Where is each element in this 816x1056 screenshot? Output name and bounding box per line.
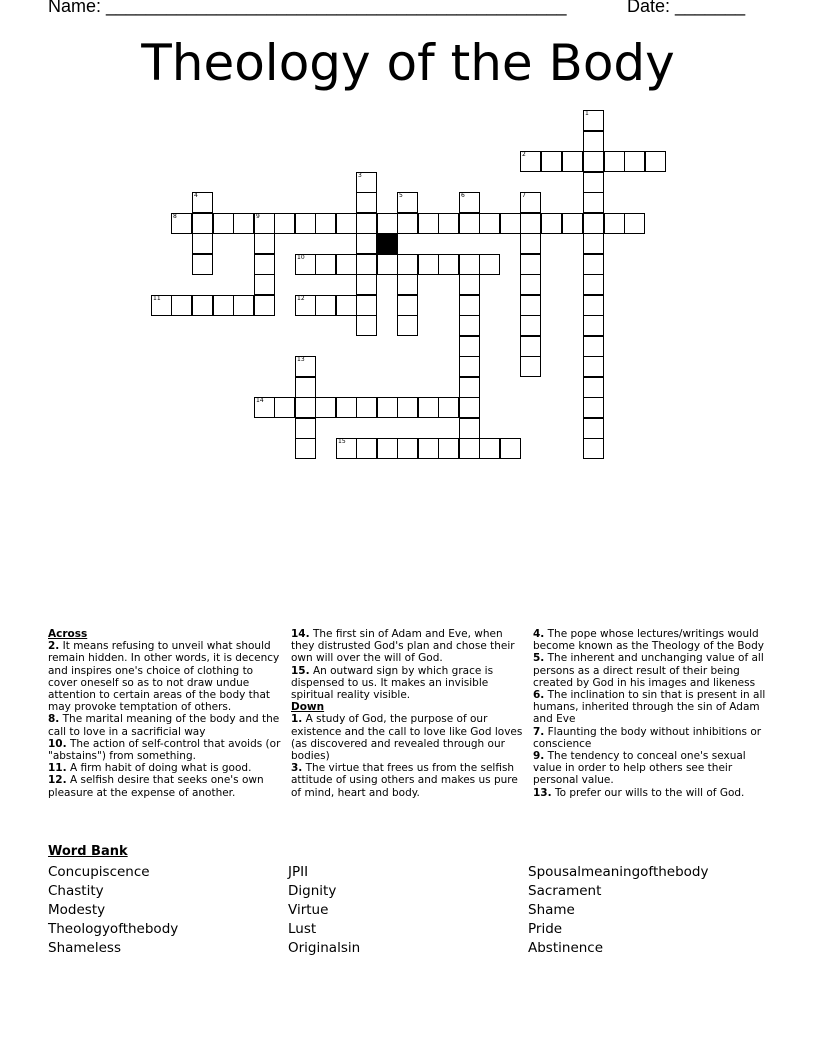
crossword-cell[interactable] [336, 213, 357, 234]
crossword-cell[interactable] [520, 356, 541, 377]
crossword-cell[interactable] [459, 418, 480, 439]
crossword-cell[interactable] [397, 397, 418, 418]
crossword-cell[interactable] [315, 295, 336, 316]
crossword-cell[interactable] [604, 213, 625, 234]
crossword-cell[interactable] [274, 213, 295, 234]
crossword-cell[interactable] [438, 397, 459, 418]
word-bank-item: Chastity [48, 883, 104, 899]
clue-down-13: 13. To prefer our wills to the will of God. [533, 786, 745, 799]
crossword-cell[interactable] [583, 397, 604, 418]
crossword-cell[interactable] [377, 397, 398, 418]
crossword-cell[interactable] [520, 213, 541, 234]
crossword-cell[interactable] [336, 397, 357, 418]
crossword-cell[interactable] [459, 336, 480, 357]
crossword-cell[interactable] [233, 295, 254, 316]
clue-number: 8 [173, 213, 177, 220]
word-bank-item: Dignity [288, 883, 337, 899]
clue-across-10: 10. The action of self-control that avoids (or "abstains") from something. [48, 737, 281, 763]
crossword-cell[interactable] [377, 254, 398, 275]
crossword-cell-6[interactable] [459, 192, 480, 213]
black-cell [377, 233, 398, 254]
crossword-cell[interactable] [418, 397, 439, 418]
clue-down-6: 6. The inclination to sin that is present in all humans, inherited through the sin of Adam and Eve [533, 689, 766, 726]
crossword-cell[interactable] [479, 438, 500, 459]
word-bank-item: JPII [288, 864, 309, 880]
crossword-cell-10[interactable] [295, 254, 316, 275]
crossword-cell[interactable] [233, 213, 254, 234]
crossword-cell[interactable] [295, 377, 316, 398]
crossword-cell-14[interactable] [254, 397, 275, 418]
crossword-cell[interactable] [397, 315, 418, 336]
crossword-cell-7[interactable] [520, 192, 541, 213]
clue-number: 1 [585, 110, 589, 117]
crossword-cell[interactable] [459, 377, 480, 398]
clue-number: 11 [153, 295, 161, 302]
date-label: Date: _______ [627, 0, 746, 16]
crossword-cell[interactable] [459, 213, 480, 234]
crossword-cell[interactable] [192, 254, 213, 275]
crossword-cell[interactable] [418, 213, 439, 234]
crossword-cell[interactable] [459, 295, 480, 316]
crossword-cell[interactable] [459, 438, 480, 459]
clue-number: 6 [461, 192, 465, 199]
word-bank-column-3 [528, 863, 709, 958]
crossword-cell-3[interactable] [356, 172, 377, 193]
clue-across-11: 11. A firm habit of doing what is good. [48, 762, 252, 775]
crossword-cell[interactable] [356, 315, 377, 336]
clues-column-1 [48, 628, 285, 799]
word-bank-item: Abstinence [528, 940, 604, 956]
word-bank-title: Word Bank [48, 844, 128, 859]
clue-number: 13 [297, 356, 305, 363]
crossword-cell[interactable] [418, 254, 439, 275]
clue-number: 9 [256, 213, 260, 220]
crossword-cell[interactable] [583, 274, 604, 295]
crossword-cell[interactable] [295, 397, 316, 418]
crossword-cell[interactable] [274, 397, 295, 418]
crossword-cell[interactable] [213, 295, 234, 316]
crossword-cell[interactable] [583, 356, 604, 377]
crossword-cell[interactable] [192, 213, 213, 234]
word-bank-item: Spousalmeaningofthebody [528, 864, 709, 880]
clue-down-7: 7. Flaunting the body without inhibitions or conscience [533, 725, 762, 750]
clue-number: 3 [358, 172, 362, 179]
crossword-cell[interactable] [583, 336, 604, 357]
word-bank-item: Originalsin [288, 940, 361, 956]
crossword-cell[interactable] [171, 295, 192, 316]
clues-column-2 [291, 628, 526, 799]
crossword-cell[interactable] [604, 151, 625, 172]
crossword-cell-15[interactable] [336, 438, 357, 459]
crossword-cell[interactable] [397, 438, 418, 459]
crossword-cell[interactable] [356, 192, 377, 213]
clue-down-1: 1. A study of God, the purpose of our existence and the call to love like God loves (as discovered and revealed through our bodies) [291, 713, 523, 763]
crossword-cell[interactable] [583, 295, 604, 316]
clues-column-3 [533, 628, 771, 799]
clue-number: 12 [297, 295, 305, 302]
word-bank-column-1 [48, 863, 178, 958]
crossword-cell[interactable] [459, 274, 480, 295]
crossword-cell[interactable] [583, 438, 604, 459]
clue-down-9: 9. The tendency to conceal one's sexual value in order to help others see their personal value. [533, 750, 746, 787]
crossword-cell[interactable] [583, 254, 604, 275]
clue-down-3: 3. The virtue that frees us from the selfish attitude of using others and makes us pure of mind, heart and body. [291, 762, 518, 799]
crossword-cell[interactable] [562, 151, 583, 172]
crossword-cell[interactable] [315, 254, 336, 275]
clue-across-15: 15. An outward sign by which grace is dispensed to us. It makes an invisible spiritual reality visible. [291, 664, 494, 702]
crossword-cell[interactable] [315, 213, 336, 234]
crossword-cell-9[interactable] [254, 213, 275, 234]
crossword-cell[interactable] [479, 213, 500, 234]
word-bank-item: Shameless [48, 940, 121, 956]
crossword-cell[interactable] [295, 213, 316, 234]
word-bank-item: Sacrament [528, 883, 602, 899]
crossword-cell[interactable] [295, 418, 316, 439]
crossword-cell[interactable] [315, 397, 336, 418]
crossword-cell[interactable] [541, 151, 562, 172]
crossword-cell[interactable] [438, 213, 459, 234]
crossword-cell[interactable] [459, 315, 480, 336]
crossword-cell[interactable] [192, 233, 213, 254]
clue-number: 2 [522, 151, 526, 158]
clue-number: 5 [399, 192, 403, 199]
crossword-cell-5[interactable] [397, 192, 418, 213]
crossword-cell[interactable] [583, 151, 604, 172]
crossword-cell[interactable] [397, 295, 418, 316]
crossword-cell[interactable] [254, 254, 275, 275]
crossword-cell[interactable] [397, 254, 418, 275]
crossword-cell[interactable] [397, 213, 418, 234]
crossword-cell[interactable] [377, 438, 398, 459]
crossword-cell[interactable] [336, 295, 357, 316]
crossword-cell[interactable] [624, 213, 645, 234]
crossword-cell[interactable] [583, 377, 604, 398]
crossword-cell[interactable] [254, 233, 275, 254]
crossword-cell[interactable] [356, 233, 377, 254]
crossword-cell[interactable] [356, 438, 377, 459]
clue-across-12: 12. A selfish desire that seeks one's own pleasure at the expense of another. [48, 774, 264, 799]
crossword-cell[interactable] [583, 418, 604, 439]
crossword-cell-12[interactable] [295, 295, 316, 316]
word-bank-item: Virtue [288, 902, 329, 918]
clue-across-14: 14. The first sin of Adam and Eve, when they distrusted God's plan and chose their own will over the will of God. [291, 628, 515, 665]
crossword-cell[interactable] [377, 213, 398, 234]
crossword-cell[interactable] [500, 438, 521, 459]
crossword-cell[interactable] [459, 397, 480, 418]
word-bank-item: Lust [288, 921, 317, 937]
down-heading: Down [291, 701, 325, 714]
clue-number: 15 [338, 438, 346, 445]
crossword-cell[interactable] [583, 213, 604, 234]
crossword-cell[interactable] [583, 315, 604, 336]
crossword-cell-4[interactable] [192, 192, 213, 213]
crossword-cell[interactable] [520, 254, 541, 275]
crossword-cell-11[interactable] [151, 295, 172, 316]
crossword-cell[interactable] [356, 274, 377, 295]
crossword-cell[interactable] [336, 254, 357, 275]
crossword-cell[interactable] [520, 315, 541, 336]
crossword-cell[interactable] [438, 254, 459, 275]
crossword-cell[interactable] [356, 397, 377, 418]
clue-down-4: 4. The pope whose lectures/writings would become known as the Theology of the Body [533, 628, 764, 653]
crossword-cell[interactable] [254, 274, 275, 295]
crossword-cell[interactable] [418, 438, 439, 459]
word-bank-column-2 [288, 863, 360, 958]
clue-number: 14 [256, 397, 264, 404]
word-bank-item: Modesty [48, 902, 106, 918]
clue-down-5: 5. The inherent and unchanging value of all persons as a direct result of their being created by God in his images and likeness [533, 652, 764, 689]
crossword-cell[interactable] [479, 254, 500, 275]
clue-number: 10 [297, 254, 305, 261]
crossword-cell[interactable] [438, 438, 459, 459]
crossword-cell[interactable] [356, 213, 377, 234]
crossword-cell[interactable] [520, 336, 541, 357]
crossword-cell[interactable] [541, 213, 562, 234]
word-bank-item: Shame [528, 902, 575, 918]
clue-number: 4 [194, 192, 198, 199]
name-label: Name: ______________________________________________ [48, 0, 567, 16]
crossword-cell[interactable] [459, 356, 480, 377]
crossword-cell[interactable] [356, 254, 377, 275]
crossword-cell[interactable] [583, 172, 604, 193]
crossword-cell-13[interactable] [295, 356, 316, 377]
crossword-cell[interactable] [459, 254, 480, 275]
page-title: Theology of the Body [141, 34, 675, 92]
crossword-cell[interactable] [254, 295, 275, 316]
crossword-cell[interactable] [295, 438, 316, 459]
crossword-cell-1[interactable] [583, 110, 604, 131]
crossword-cell[interactable] [583, 233, 604, 254]
word-bank-item: Pride [528, 921, 563, 937]
crossword-cell[interactable] [583, 192, 604, 213]
crossword-cell[interactable] [500, 213, 521, 234]
clue-number: 7 [522, 192, 526, 199]
crossword-cell-8[interactable] [171, 213, 192, 234]
crossword-cell[interactable] [397, 274, 418, 295]
crossword-cell[interactable] [583, 131, 604, 152]
crossword-cell[interactable] [645, 151, 666, 172]
crossword-cell[interactable] [213, 213, 234, 234]
crossword-cell[interactable] [562, 213, 583, 234]
clue-across-2: 2. It means refusing to unveil what should remain hidden. In other words, it is decency and inspires one's choice of clothing to cover oneself so as to not draw undue attention to certain areas of the body that may provoke temptation of others. [48, 640, 280, 714]
crossword-cell-2[interactable] [520, 151, 541, 172]
word-bank-item: Concupiscence [48, 864, 150, 880]
crossword-cell[interactable] [520, 295, 541, 316]
crossword-cell[interactable] [356, 295, 377, 316]
crossword-cell[interactable] [520, 233, 541, 254]
clue-across-8: 8. The marital meaning of the body and the call to love in a sacrificial way [48, 713, 280, 738]
across-heading: Across [48, 628, 88, 640]
crossword-cell[interactable] [624, 151, 645, 172]
crossword-cell[interactable] [192, 295, 213, 316]
word-bank-item: Theologyofthebody [48, 921, 179, 937]
crossword-cell[interactable] [520, 274, 541, 295]
